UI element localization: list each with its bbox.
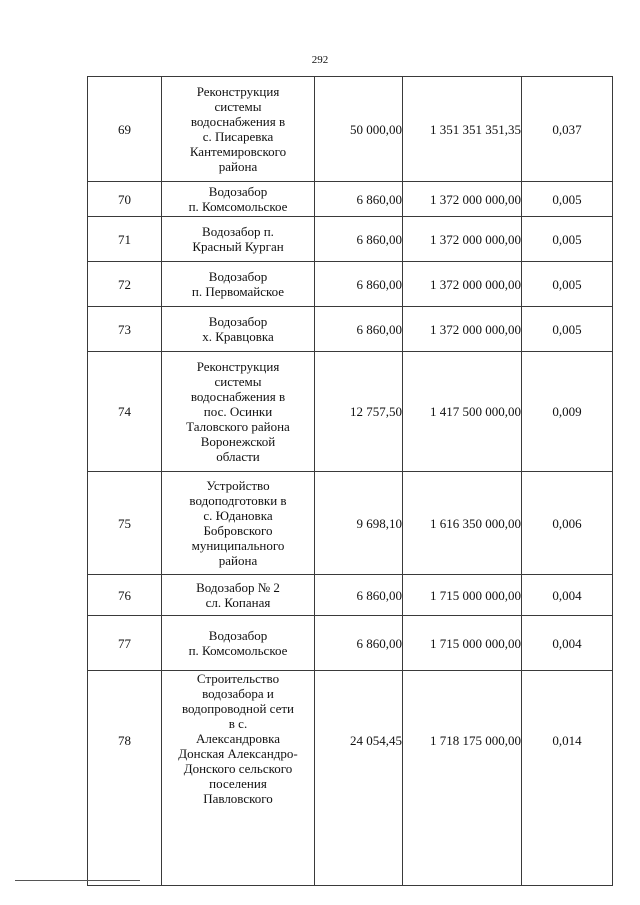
object-name-line: Водозабор	[208, 269, 268, 284]
object-name-line: Водозабор № 2	[196, 580, 280, 595]
value-a-cell: 6 860,00	[315, 217, 403, 262]
object-name-cell	[162, 77, 315, 182]
object-name-line: Бобровского	[203, 523, 273, 538]
table-row	[88, 616, 613, 671]
row-number-cell: 75	[88, 472, 162, 575]
object-name-line: Александровка	[196, 731, 280, 746]
row-number-cell: 71	[88, 217, 162, 262]
object-name-line: Реконструкция	[196, 359, 280, 374]
table-row	[88, 671, 613, 886]
value-c-cell: 0,037	[522, 77, 613, 182]
object-name-cell	[162, 352, 315, 472]
object-name-line: района	[218, 553, 258, 568]
value-a-cell: 24 054,45	[315, 671, 403, 886]
object-name-line: системы	[214, 99, 262, 114]
object-name-line: Водозабор	[208, 184, 268, 199]
object-name-cell	[162, 217, 315, 262]
object-name-line: Кантемировского	[189, 144, 287, 159]
object-name-cell	[162, 182, 315, 217]
object-name-line: пос. Осинки	[203, 404, 273, 419]
value-c-cell: 0,005	[522, 182, 613, 217]
object-name-line: области	[216, 449, 260, 464]
value-b-cell: 1 718 175 000,00	[403, 671, 522, 886]
object-name-line: Реконструкция	[196, 84, 280, 99]
value-b-cell: 1 417 500 000,00	[403, 352, 522, 472]
table-row	[88, 307, 613, 352]
value-b-cell: 1 372 000 000,00	[403, 262, 522, 307]
value-b-cell: 1 715 000 000,00	[403, 575, 522, 616]
object-name-line: Строительство	[196, 671, 280, 686]
value-a-cell: 6 860,00	[315, 182, 403, 217]
value-a-cell: 12 757,50	[315, 352, 403, 472]
object-name-line: с. Писаревка	[202, 129, 274, 144]
object-name-line: системы	[214, 374, 262, 389]
object-name-cell	[162, 616, 315, 671]
row-number-cell: 74	[88, 352, 162, 472]
object-name-cell	[162, 575, 315, 616]
value-b-cell: 1 616 350 000,00	[403, 472, 522, 575]
row-number-cell: 70	[88, 182, 162, 217]
object-name-line: водопроводной сети	[181, 701, 295, 716]
object-name-line: Красный Курган	[192, 239, 284, 254]
row-number-cell: 76	[88, 575, 162, 616]
value-a-cell: 6 860,00	[315, 575, 403, 616]
value-b-cell: 1 372 000 000,00	[403, 217, 522, 262]
object-name-line: Устройство	[206, 478, 270, 493]
object-name-cell	[162, 472, 315, 575]
value-b-cell: 1 715 000 000,00	[403, 616, 522, 671]
object-name-line: в с.	[228, 716, 248, 731]
object-name-line: Воронежской	[200, 434, 276, 449]
value-a-cell: 6 860,00	[315, 616, 403, 671]
value-c-cell: 0,009	[522, 352, 613, 472]
object-name-line: муниципального	[191, 538, 285, 553]
page-number: 292	[311, 54, 329, 66]
row-number-cell: 78	[88, 671, 162, 886]
value-b-cell: 1 372 000 000,00	[403, 182, 522, 217]
row-number-cell: 77	[88, 616, 162, 671]
object-name-line: п. Первомайское	[191, 284, 285, 299]
object-name-cell	[162, 262, 315, 307]
object-name-cell	[162, 671, 315, 886]
object-name-line: х. Кравцовка	[202, 329, 274, 344]
object-name-line: п. Комсомольское	[188, 643, 288, 658]
footnote-separator	[15, 880, 140, 881]
value-c-cell: 0,005	[522, 262, 613, 307]
object-name-line: Водозабор	[208, 314, 268, 329]
object-name-line: с. Юдановка	[203, 508, 273, 523]
object-name-line: сл. Копаная	[205, 595, 271, 610]
object-name-line: Павловского	[203, 791, 273, 806]
table-row	[88, 217, 613, 262]
row-number-cell: 72	[88, 262, 162, 307]
value-a-cell: 6 860,00	[315, 262, 403, 307]
value-c-cell: 0,004	[522, 616, 613, 671]
object-name-line: водоснабжения в	[190, 114, 286, 129]
table-row	[88, 472, 613, 575]
table-row	[88, 182, 613, 217]
object-name-line: района	[218, 159, 258, 174]
data-table	[87, 76, 613, 886]
object-name-line: Таловского района	[186, 419, 290, 434]
value-a-cell: 6 860,00	[315, 307, 403, 352]
value-c-cell: 0,006	[522, 472, 613, 575]
object-name-cell	[162, 307, 315, 352]
object-name-line: водозабора и	[202, 686, 274, 701]
table-row	[88, 77, 613, 182]
value-c-cell: 0,005	[522, 217, 613, 262]
object-name-line: поселения	[209, 776, 267, 791]
row-number-cell: 73	[88, 307, 162, 352]
value-b-cell: 1 372 000 000,00	[403, 307, 522, 352]
row-number-cell: 69	[88, 77, 162, 182]
value-b-cell: 1 351 351 351,35	[403, 77, 522, 182]
object-name-line: Водозабор	[208, 628, 268, 643]
value-c-cell: 0,014	[522, 671, 613, 886]
table-row	[88, 262, 613, 307]
value-a-cell: 9 698,10	[315, 472, 403, 575]
value-c-cell: 0,004	[522, 575, 613, 616]
object-name-line: Водозабор п.	[202, 224, 274, 239]
table-row	[88, 575, 613, 616]
table-row	[88, 352, 613, 472]
object-name-line: п. Комсомольское	[188, 199, 288, 214]
object-name-line: водоподготовки в	[189, 493, 287, 508]
value-c-cell: 0,005	[522, 307, 613, 352]
object-name-line: водоснабжения в	[190, 389, 286, 404]
value-a-cell: 50 000,00	[315, 77, 403, 182]
object-name-line: Донская Александро-	[178, 746, 298, 761]
object-name-line: Донского сельского	[183, 761, 293, 776]
